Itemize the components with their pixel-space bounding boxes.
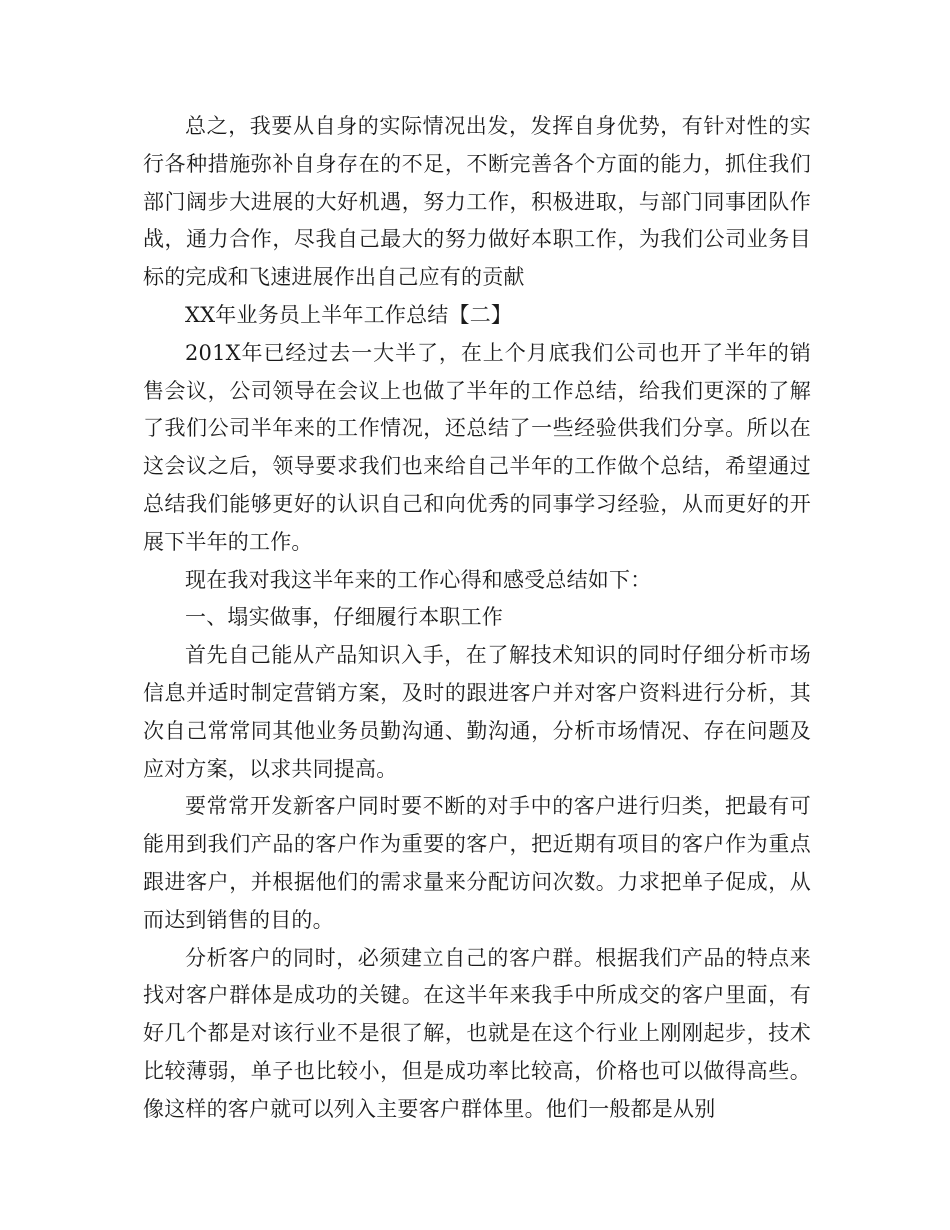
paragraph-intro: 201X年已经过去一大半了，在上个月底我们公司也开了半年的销售会议，公司领导在会议上也做了半年的工作总结，给我们更深的了解了我们公司半年来的工作情况，还总结了一些经验供我们分享。所以在这会议之后，领导要求我们也来给自己半年的工作做个总结，希望通过总结我们能够更好的认识自己和向优秀的同事学习经验，从而更好的开展下半年的工作。 [143, 340, 811, 554]
paragraph-product-knowledge: 首先自己能从产品知识入手，在了解技术知识的同时仔细分析市场信息并适时制定营销方案，及时的跟进客户并对客户资料进行分析，其次自己常常同其他业务员勤沟通、勤沟通，分析市场情况、存在问题及应对方案，以求共同提高。 [143, 643, 811, 781]
document-body [143, 108, 811, 1129]
paragraph-summary: 总之，我要从自身的实际情况出发，发挥自身优势，有针对性的实行各种措施弥补自身存在的不足，不断完善各个方面的能力，抓住我们部门阔步大进展的大好机遇，努力工作，积极进取，与部门同事团队作战，通力合作，尽我自己最大的努力做好本职工作，为我们公司业务目标的完成和飞速进展作出自己应有的贡献 [143, 114, 811, 290]
paragraph-lead-in: 现在我对我这半年来的工作心得和感受总结如下： [185, 567, 652, 592]
paragraph-new-customers: 要常常开发新客户同时要不断的对手中的客户进行归类，把最有可能用到我们产品的客户作为重要的客户，把近期有项目的客户作为重点跟进客户，并根据他们的需求量来分配访问次数。力求把单子促成，从而达到销售的目的。 [143, 794, 811, 932]
subheading-1: 一、塌实做事，仔细履行本职工作 [185, 605, 503, 630]
paragraph-customer-groups: 分析客户的同时，必须建立自己的客户群。根据我们产品的特点来找对客户群体是成功的关键。在这半年来我手中所成交的客户里面，有好几个都是对该行业不是很了解，也就是在这个行业上刚刚起步，技术比较薄弱，单子也比较小，但是成功率比较高，价格也可以做得高些。像这样的客户就可以列入主要客户群体里。他们一般都是从别 [143, 945, 811, 1121]
section-heading: XX年业务员上半年工作总结【二】 [185, 302, 513, 327]
